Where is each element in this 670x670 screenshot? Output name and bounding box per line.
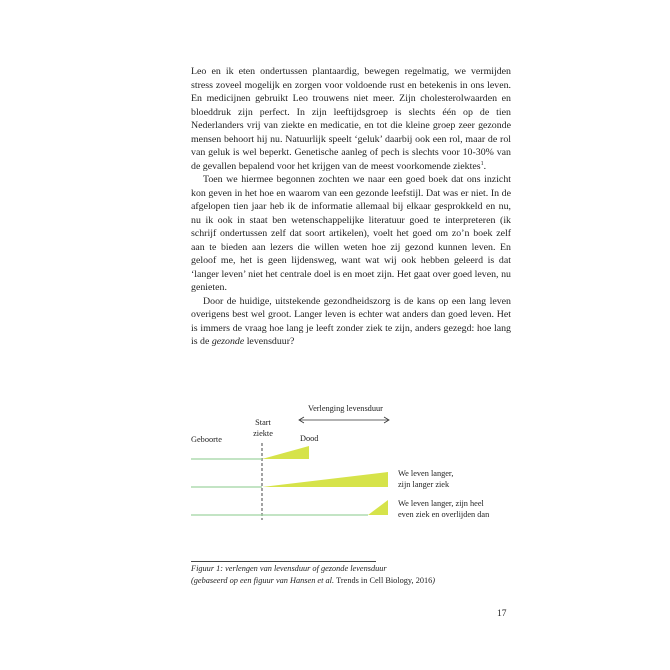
- disease-wedge-row-2: [262, 472, 388, 487]
- figure-caption: [191, 563, 521, 586]
- emphasis-gezonde: gezonde: [211, 336, 245, 347]
- paragraph-1: Leo en ik eten ondertussen plantaardig, bewegen regelmatig, we vermijden stress zoveel mogelijk en zorgen voor voldoende rust en betekenis in ons leven. En medicijnen gebruikt Leo trouwens niet meer. Zijn cholesterolwaarden en bloeddruk zijn perfect. In zijn leeftijdsgroep is slechts één op de tien Nederlanders vrij van ziekte en medicatie, en tot die kleine groep zeer gezonde mensen behoort hij nu. Natuurlijk speelt ‘geluk’ daarbij ook een rol, maar de rol van geluk is wel beperkt. Genetische aanleg of pech is slechts voor 10-30% van de gevallen bepalend voor het krijgen van de meest voorkomende ziektes$^1$.: [191, 66, 511, 172]
- caption-rule: [191, 561, 376, 562]
- birth-label: Geboorte: [191, 435, 222, 444]
- paragraph-2: Toen we hiermee begonnen zochten we naar een goed boek dat ons inzicht kon geven in het hoe en waarom van een gezonde leefstijl. Dat was er niet. In de afgelopen tien jaar heb ik de informatie allemaal bij elkaar gesprokkeld en nu, nu ik ook in staat ben wetenschappelijke literatuur goed te interpreteren (ik schrijf ondertussen zelf dat soort artikelen), voelt het goed om zo’n boek zelf aan te bieden aan lezers die willen weten hoe zij gezond kunnen leven. En geloof me, het is geen lijdensweg, want wat wij ook hebben geleerd is dat ‘langer leven’ niet het centrale doel is en moet zijn. Het gaat over goed leven, nu genieten.: [191, 174, 511, 293]
- death-label: Dood: [300, 434, 319, 443]
- disease-wedge-row-1: [262, 446, 309, 459]
- extension-arrow: [299, 417, 389, 423]
- start-disease-label: Start ziekte: [253, 418, 273, 438]
- extension-label: Verlenging levensduur: [308, 404, 383, 413]
- row-2-label: We leven langer, zijn langer ziek: [398, 469, 454, 489]
- row-3-label: We leven langer, zijn heel even ziek en overlijden dan: [398, 499, 490, 519]
- page-number: 17: [497, 609, 507, 619]
- disease-wedge-row-3: [368, 500, 388, 515]
- footnote-ref: 1: [480, 160, 484, 167]
- caption-line-1: Figuur 1: verlengen van levensduur of gezonde levensduur: [191, 564, 387, 573]
- paragraph-3: Door de huidige, uitstekende gezondheidszorg is de kans op een lang leven overigens best wel groot. Langer leven is echter wat anders dan goed leven. Het is immers de vraag hoe lang je leeft zonder ziek te zijn, anders gezegd: hoe lang is de gezonde levensduur?: [191, 295, 511, 347]
- caption-line-2: (gebaseerd op een figuur van Hansen et al. Trends in Cell Biology, 2016): [191, 575, 436, 585]
